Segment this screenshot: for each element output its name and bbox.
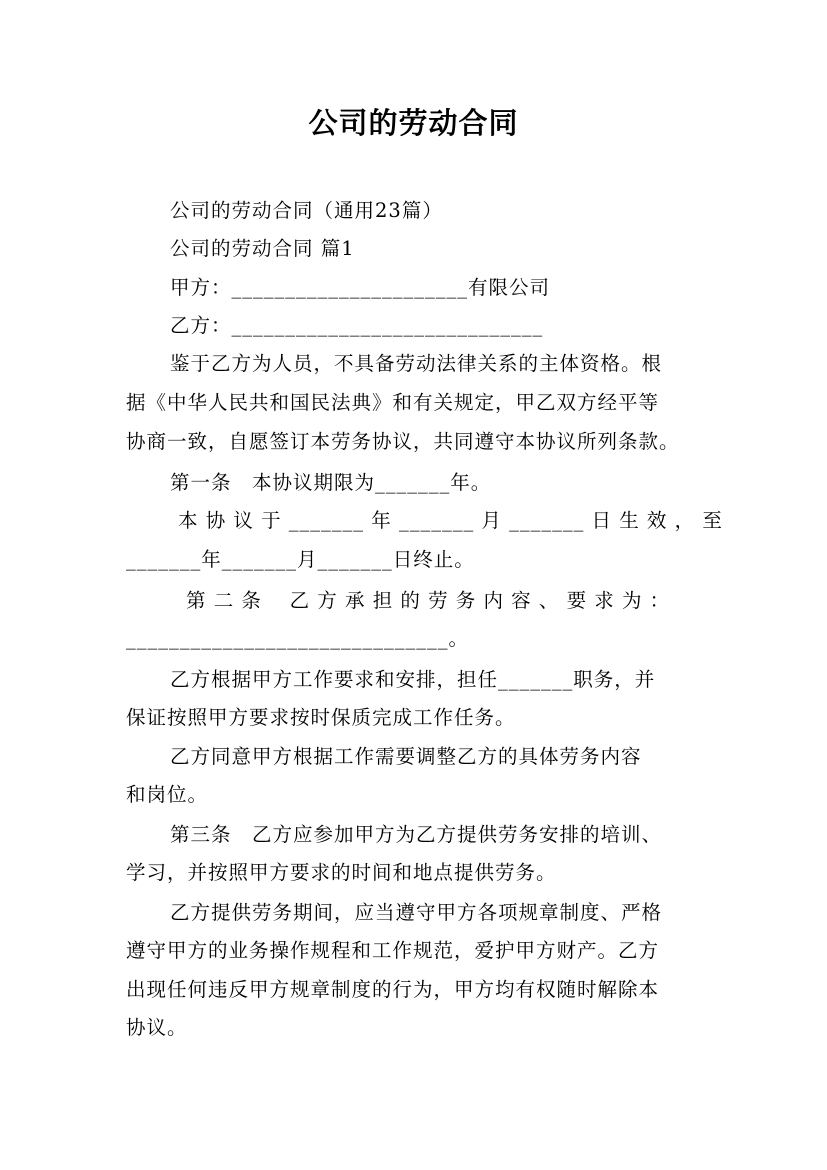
paragraph-line: 乙方根据甲方工作要求和安排，担任_______职务，并 bbox=[170, 668, 656, 691]
paragraph-line: 乙方提供劳务期间，应当遵守甲方各项规章制度、严格 bbox=[170, 901, 663, 924]
clause-1-line: 第一条 本协议期限为_______年。 bbox=[170, 471, 492, 494]
party-a-line: 甲方：______________________有限公司 bbox=[170, 276, 551, 299]
subtitle-line: 公司的劳动合同（通用23篇） bbox=[170, 199, 443, 222]
paragraph-line: 乙方同意甲方根据工作需要调整乙方的具体劳务内容 bbox=[170, 745, 642, 768]
paragraph-line: 协商一致，自愿签订本劳务协议，共同遵守本协议所列条款。 bbox=[126, 430, 680, 453]
paragraph-line: 鉴于乙方为人员，不具备劳动法律关系的主体资格。根 bbox=[170, 352, 663, 375]
paragraph-line: 协议。 bbox=[126, 1016, 188, 1039]
paragraph-line: 据《中华人民共和国民法典》和有关规定，甲乙双方经平等 bbox=[126, 391, 660, 414]
document-title: 公司的劳动合同 bbox=[308, 106, 519, 140]
paragraph-line: 和岗位。 bbox=[126, 783, 209, 806]
paragraph-line: 遵守甲方的业务操作规程和工作规范，爱护甲方财产。乙方 bbox=[126, 939, 660, 962]
party-b-line: 乙方：_____________________________ bbox=[170, 314, 544, 337]
clause-2-blank-line: ______________________________。 bbox=[126, 627, 469, 650]
clause-2-line: 第 二 条 乙 方 承 担 的 劳 务 内 容 、 要 求 为 ： bbox=[186, 589, 671, 612]
paragraph-line: 学习，并按照甲方要求的时间和地点提供劳务。 bbox=[126, 861, 557, 884]
paragraph-line: 保证按照甲方要求按时保质完成工作任务。 bbox=[126, 706, 516, 729]
paragraph-line: 出现任何违反甲方规章制度的行为，甲方均有权随时解除本 bbox=[126, 978, 660, 1001]
term-dates-line: 本 协 议 于 _______ 年 _______ 月 _______ 日 生 效 ， 至 bbox=[178, 509, 723, 532]
clause-3-line: 第三条 乙方应参加甲方为乙方提供劳务安排的培训、 bbox=[170, 823, 663, 846]
term-dates-line: _______年_______月_______日终止。 bbox=[126, 548, 475, 571]
section-heading: 公司的劳动合同 篇1 bbox=[170, 237, 355, 260]
